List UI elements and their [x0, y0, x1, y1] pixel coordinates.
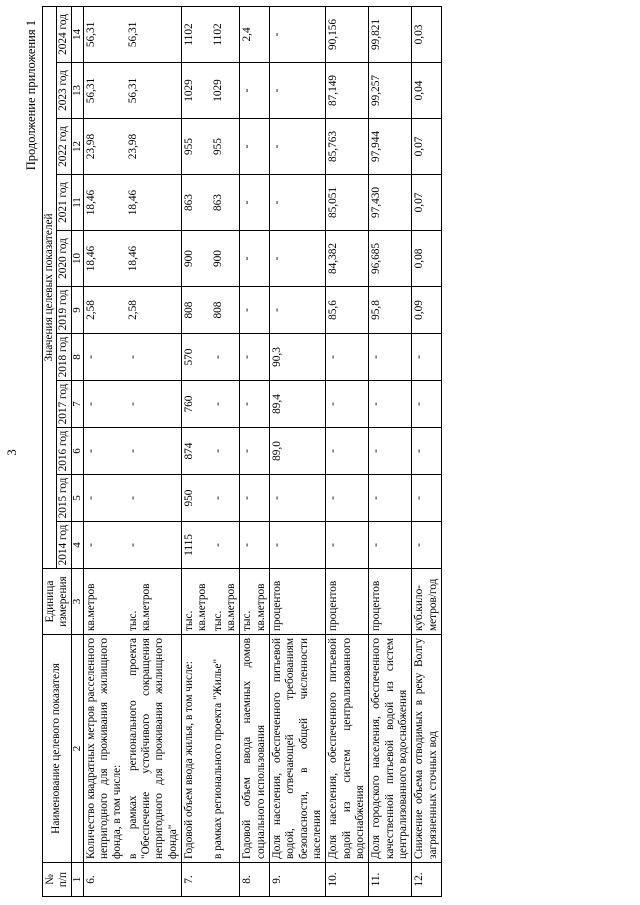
indicator-value: 1102 [181, 6, 210, 62]
indicator-value: - [211, 428, 240, 475]
indicator-value: 99,821 [369, 6, 412, 62]
indicator-value: - [326, 475, 369, 522]
indicator-value: - [126, 334, 182, 381]
indicator-value: - [326, 334, 369, 381]
indicator-value: 1029 [181, 63, 210, 119]
indicator-name: Доля населения, обеспеченного питьевой водой из систем централизованного водоснабжения [326, 635, 369, 863]
unit-of-measure: процентов [326, 569, 369, 635]
indicator-value: 955 [181, 119, 210, 175]
indicator-value: 1115 [181, 522, 210, 569]
indicator-value: 97,944 [369, 119, 412, 175]
table-row [369, 6, 412, 896]
indicator-value: 2,58 [126, 287, 182, 334]
indicator-value: 874 [181, 428, 210, 475]
row-number [211, 863, 240, 897]
indicator-value: - [326, 428, 369, 475]
indicator-name: Доля городского населения, обеспеченного качественной питьевой водой из систем централизованного водоснабжения [369, 635, 412, 863]
indicator-value: 85,051 [326, 175, 369, 231]
header-values-group: Значения целевых показателей [43, 6, 57, 568]
indicator-value: - [269, 287, 325, 334]
indicator-value: - [240, 287, 270, 334]
indicator-value: - [240, 428, 270, 475]
indicator-value: 56,31 [83, 6, 125, 62]
row-number: 10. [326, 863, 369, 897]
unit-of-measure: кв.метров [83, 569, 125, 635]
indicator-value: - [369, 522, 412, 569]
indicator-value: 950 [181, 475, 210, 522]
indicator-value: 18,46 [83, 175, 125, 231]
table-row [83, 6, 125, 896]
unit-of-measure: тыс. кв.метров [126, 569, 182, 635]
header-year-2018: 2018 год [57, 334, 71, 381]
indicator-value: 85,6 [326, 287, 369, 334]
indicator-value: 760 [181, 381, 210, 428]
header-year-2019: 2019 год [57, 287, 71, 334]
indicator-value: - [83, 381, 125, 428]
indicator-value: - [240, 522, 270, 569]
indicator-value: 95,8 [369, 287, 412, 334]
indicator-value: - [211, 522, 240, 569]
table-row [269, 6, 325, 896]
indicator-value: - [412, 522, 442, 569]
indicator-value: 0,07 [412, 175, 442, 231]
header-year-2024: 2024 год [57, 6, 71, 62]
indicator-value: - [412, 475, 442, 522]
table-row [326, 6, 369, 896]
indicator-value: 0,04 [412, 63, 442, 119]
indicator-value: 863 [211, 175, 240, 231]
unit-of-measure: тыс. кв.метров [211, 569, 240, 635]
indicator-value: 900 [211, 231, 240, 287]
indicator-value: - [126, 428, 182, 475]
indicator-value: 23,98 [83, 119, 125, 175]
header-year-2015: 2015 год [57, 475, 71, 522]
column-number: 7 [71, 381, 83, 428]
indicator-value: - [240, 63, 270, 119]
header-year-2016: 2016 год [57, 428, 71, 475]
table-row [412, 6, 442, 896]
target-indicators-table [42, 6, 442, 897]
page-number: 3 [4, 449, 19, 456]
indicator-value: 2,58 [83, 287, 125, 334]
indicator-value: - [211, 381, 240, 428]
row-number: 6. [83, 863, 125, 897]
column-number: 10 [71, 231, 83, 287]
row-number: 11. [369, 863, 412, 897]
indicator-name: в рамках регионального проекта "Жилье" [211, 635, 240, 863]
column-number: 5 [71, 475, 83, 522]
indicator-value: - [369, 334, 412, 381]
indicator-value: 0,08 [412, 231, 442, 287]
indicator-name: Годовой объем ввода жилья, в том числе: [181, 635, 210, 863]
header-unit: Единица измерения [43, 569, 72, 635]
indicator-value: - [269, 63, 325, 119]
column-number: 4 [71, 522, 83, 569]
indicator-value: 99,257 [369, 63, 412, 119]
indicator-value: - [369, 428, 412, 475]
indicator-value: 84,382 [326, 231, 369, 287]
indicator-value: - [269, 119, 325, 175]
column-number: 13 [71, 63, 83, 119]
indicator-value: 96,685 [369, 231, 412, 287]
column-number: 8 [71, 334, 83, 381]
unit-of-measure: процентов [369, 569, 412, 635]
indicator-value: 0,07 [412, 119, 442, 175]
column-number: 3 [71, 569, 83, 635]
indicator-value: 90,156 [326, 6, 369, 62]
indicator-value: 97,430 [369, 175, 412, 231]
appendix-continuation-label: Продолжение приложения 1 [24, 20, 38, 171]
indicator-value: 900 [181, 231, 210, 287]
indicator-value: 90,3 [269, 334, 325, 381]
indicator-value: - [126, 522, 182, 569]
indicator-value: - [369, 475, 412, 522]
indicator-value: - [412, 381, 442, 428]
unit-of-measure: куб.кило-метров/год [412, 569, 442, 635]
indicator-value: - [326, 522, 369, 569]
header-year-2023: 2023 год [57, 63, 71, 119]
header-year-2022: 2022 год [57, 119, 71, 175]
indicator-value: - [240, 381, 270, 428]
indicator-value: 87,149 [326, 63, 369, 119]
indicator-value: - [83, 428, 125, 475]
unit-of-measure: тыс. кв.метров [240, 569, 270, 635]
indicator-value: 0,03 [412, 6, 442, 62]
indicator-value: 89,0 [269, 428, 325, 475]
indicator-name: Доля населения, обеспеченного питьевой водой, отвечающей требованиям безопасности, в общей численности населения [269, 635, 325, 863]
row-number [126, 863, 182, 897]
indicator-value: - [126, 381, 182, 428]
indicator-name: Снижение объема отводимых в реку Волгу загрязненных сточных вод [412, 635, 442, 863]
indicator-value: - [83, 334, 125, 381]
unit-of-measure: процентов [269, 569, 325, 635]
indicator-value: - [240, 231, 270, 287]
header-year-2017: 2017 год [57, 381, 71, 428]
indicator-value: - [240, 119, 270, 175]
header-number: № п/п [43, 863, 72, 897]
indicator-value: - [269, 6, 325, 62]
indicator-value: - [211, 334, 240, 381]
indicator-value: - [83, 522, 125, 569]
indicator-value: 1102 [211, 6, 240, 62]
indicator-value: - [269, 175, 325, 231]
indicator-value: - [269, 475, 325, 522]
column-number: 11 [71, 175, 83, 231]
indicator-value: 85,763 [326, 119, 369, 175]
indicator-value: - [269, 231, 325, 287]
indicator-value: 808 [181, 287, 210, 334]
indicator-value: 89,4 [269, 381, 325, 428]
row-number: 12. [412, 863, 442, 897]
indicator-value: 1029 [211, 63, 240, 119]
indicator-value: - [83, 475, 125, 522]
indicator-value: - [269, 522, 325, 569]
indicator-value: 56,31 [126, 6, 182, 62]
indicator-value: 23,98 [126, 119, 182, 175]
header-year-2014: 2014 год [57, 522, 71, 569]
indicator-value: 56,31 [126, 63, 182, 119]
column-number: 9 [71, 287, 83, 334]
indicator-value: - [211, 475, 240, 522]
column-number: 1 [71, 863, 83, 897]
indicator-name: Количество квадратных метров расселенного непригодного для проживания жилищного фонда, в том числе: [83, 635, 125, 863]
indicator-value: - [326, 381, 369, 428]
header-year-2020: 2020 год [57, 231, 71, 287]
indicator-value: 0,09 [412, 287, 442, 334]
indicator-value: 2,4 [240, 6, 270, 62]
indicator-value: - [369, 381, 412, 428]
indicator-value: 18,46 [126, 231, 182, 287]
indicator-value: 18,46 [126, 175, 182, 231]
table-row [126, 6, 182, 896]
column-number: 2 [71, 635, 83, 863]
indicator-name: в рамках регионального проекта "Обеспечение устойчивого сокращения непригодного для проживания жилищного фонда" [126, 635, 182, 863]
header-year-2021: 2021 год [57, 175, 71, 231]
indicator-value: - [240, 475, 270, 522]
indicator-name: Годовой объем ввода наемных домов социального использования [240, 635, 270, 863]
indicator-value: 56,31 [83, 63, 125, 119]
row-number: 9. [269, 863, 325, 897]
indicator-value: - [240, 175, 270, 231]
indicator-value: 955 [211, 119, 240, 175]
indicator-value: - [412, 428, 442, 475]
header-indicator-name: Наименование целевого показателя [43, 635, 72, 863]
row-number: 8. [240, 863, 270, 897]
indicator-value: 570 [181, 334, 210, 381]
row-number: 7. [181, 863, 210, 897]
table-row [240, 6, 270, 896]
indicator-value: 863 [181, 175, 210, 231]
unit-of-measure: тыс. кв.метров [181, 569, 210, 635]
indicator-value: 808 [211, 287, 240, 334]
column-number: 14 [71, 6, 83, 62]
column-number: 6 [71, 428, 83, 475]
table-row [211, 6, 240, 896]
table-row [181, 6, 210, 896]
column-number: 12 [71, 119, 83, 175]
indicator-value: - [126, 475, 182, 522]
indicator-value: - [240, 334, 270, 381]
indicator-value: 18,46 [83, 231, 125, 287]
indicator-value: - [412, 334, 442, 381]
